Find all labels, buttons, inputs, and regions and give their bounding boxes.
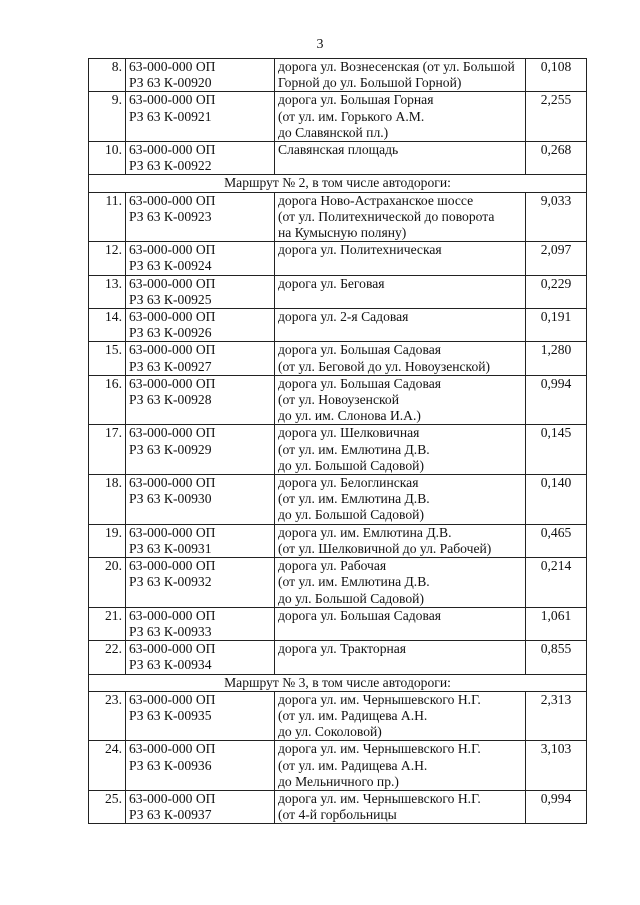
road-id-code: 63-000-000 ОП РЗ 63 К-00928 [126, 375, 275, 425]
table-row [89, 524, 587, 557]
road-length: 0,145 [526, 425, 587, 475]
road-id-code: 63-000-000 ОП РЗ 63 К-00936 [126, 741, 275, 791]
road-description: дорога ул. им. Чернышевского Н.Г. (от 4-й горбольницы [275, 790, 526, 823]
road-length: 0,994 [526, 790, 587, 823]
road-description: дорога ул. Тракторная [275, 641, 526, 674]
road-length: 0,191 [526, 309, 587, 342]
row-number: 17. [89, 425, 126, 475]
road-id-code: 63-000-000 ОП РЗ 63 К-00920 [126, 59, 275, 92]
road-description: дорога ул. им. Емлютина Д.В. (от ул. Шелковичной до ул. Рабочей) [275, 524, 526, 557]
row-number: 19. [89, 524, 126, 557]
table-row [89, 275, 587, 308]
road-length: 1,280 [526, 342, 587, 375]
road-length: 2,097 [526, 242, 587, 275]
road-description: дорога ул. 2-я Садовая [275, 309, 526, 342]
table-row [89, 92, 587, 142]
road-length: 0,140 [526, 475, 587, 525]
road-length: 1,061 [526, 607, 587, 640]
road-length: 9,033 [526, 192, 587, 242]
row-number: 22. [89, 641, 126, 674]
table-row [89, 691, 587, 741]
route-section-title: Маршрут № 2, в том числе автодороги: [89, 175, 587, 192]
table-row [89, 558, 587, 608]
road-id-code: 63-000-000 ОП РЗ 63 К-00931 [126, 524, 275, 557]
row-number: 11. [89, 192, 126, 242]
road-id-code: 63-000-000 ОП РЗ 63 К-00927 [126, 342, 275, 375]
road-length: 3,103 [526, 741, 587, 791]
road-description: дорога Ново-Астраханское шоссе (от ул. Политехнической до поворота на Кумысную поляну) [275, 192, 526, 242]
row-number: 9. [89, 92, 126, 142]
row-number: 12. [89, 242, 126, 275]
road-description: дорога ул. им. Чернышевского Н.Г. (от ул. им. Радищева А.Н. до ул. Соколовой) [275, 691, 526, 741]
road-id-code: 63-000-000 ОП РЗ 63 К-00929 [126, 425, 275, 475]
road-id-code: 63-000-000 ОП РЗ 63 К-00921 [126, 92, 275, 142]
row-number: 16. [89, 375, 126, 425]
row-number: 21. [89, 607, 126, 640]
road-length: 0,214 [526, 558, 587, 608]
road-length: 0,855 [526, 641, 587, 674]
road-id-code: 63-000-000 ОП РЗ 63 К-00925 [126, 275, 275, 308]
road-description: дорога ул. Рабочая (от ул. им. Емлютина Д.В. до ул. Большой Садовой) [275, 558, 526, 608]
row-number: 23. [89, 691, 126, 741]
road-description: дорога ул. Большая Садовая [275, 607, 526, 640]
road-length: 0,268 [526, 142, 587, 175]
road-description: дорога ул. им. Чернышевского Н.Г. (от ул. им. Радищева А.Н. до Мельничного пр.) [275, 741, 526, 791]
row-number: 20. [89, 558, 126, 608]
road-id-code: 63-000-000 ОП РЗ 63 К-00933 [126, 607, 275, 640]
road-description: дорога ул. Шелковичная (от ул. им. Емлютина Д.В. до ул. Большой Садовой) [275, 425, 526, 475]
road-length: 2,255 [526, 92, 587, 142]
route-section-row [89, 175, 587, 192]
table-row [89, 790, 587, 823]
road-id-code: 63-000-000 ОП РЗ 63 К-00937 [126, 790, 275, 823]
route-section-title: Маршрут № 3, в том числе автодороги: [89, 674, 587, 691]
table-row [89, 741, 587, 791]
road-description: дорога ул. Белоглинская (от ул. им. Емлютина Д.В. до ул. Большой Садовой) [275, 475, 526, 525]
road-id-code: 63-000-000 ОП РЗ 63 К-00926 [126, 309, 275, 342]
road-description: дорога ул. Большая Садовая (от ул. Беговой до ул. Новоузенской) [275, 342, 526, 375]
row-number: 18. [89, 475, 126, 525]
road-id-code: 63-000-000 ОП РЗ 63 К-00932 [126, 558, 275, 608]
road-length: 2,313 [526, 691, 587, 741]
road-length: 0,994 [526, 375, 587, 425]
road-description: дорога ул. Политехническая [275, 242, 526, 275]
roads-table [88, 58, 587, 824]
road-length: 0,108 [526, 59, 587, 92]
road-id-code: 63-000-000 ОП РЗ 63 К-00930 [126, 475, 275, 525]
table-row [89, 425, 587, 475]
table-row [89, 375, 587, 425]
road-length: 0,229 [526, 275, 587, 308]
road-description: дорога ул. Большая Горная (от ул. им. Горького А.М. до Славянской пл.) [275, 92, 526, 142]
row-number: 10. [89, 142, 126, 175]
row-number: 25. [89, 790, 126, 823]
row-number: 24. [89, 741, 126, 791]
road-id-code: 63-000-000 ОП РЗ 63 К-00923 [126, 192, 275, 242]
row-number: 13. [89, 275, 126, 308]
table-row [89, 342, 587, 375]
table-row [89, 242, 587, 275]
road-description: дорога ул. Вознесенская (от ул. Большой Горной до ул. Большой Горной) [275, 59, 526, 92]
table-row [89, 641, 587, 674]
row-number: 14. [89, 309, 126, 342]
roads-table-body [89, 59, 587, 824]
road-id-code: 63-000-000 ОП РЗ 63 К-00935 [126, 691, 275, 741]
road-description: Славянская площадь [275, 142, 526, 175]
table-row [89, 59, 587, 92]
table-row [89, 309, 587, 342]
road-length: 0,465 [526, 524, 587, 557]
route-section-row [89, 674, 587, 691]
table-row [89, 142, 587, 175]
page-number: 3 [316, 37, 324, 52]
road-id-code: 63-000-000 ОП РЗ 63 К-00934 [126, 641, 275, 674]
row-number: 8. [89, 59, 126, 92]
table-row [89, 192, 587, 242]
row-number: 15. [89, 342, 126, 375]
table-row [89, 607, 587, 640]
road-id-code: 63-000-000 ОП РЗ 63 К-00922 [126, 142, 275, 175]
table-row [89, 475, 587, 525]
road-description: дорога ул. Большая Садовая (от ул. Новоузенской до ул. им. Слонова И.А.) [275, 375, 526, 425]
road-description: дорога ул. Беговая [275, 275, 526, 308]
road-id-code: 63-000-000 ОП РЗ 63 К-00924 [126, 242, 275, 275]
